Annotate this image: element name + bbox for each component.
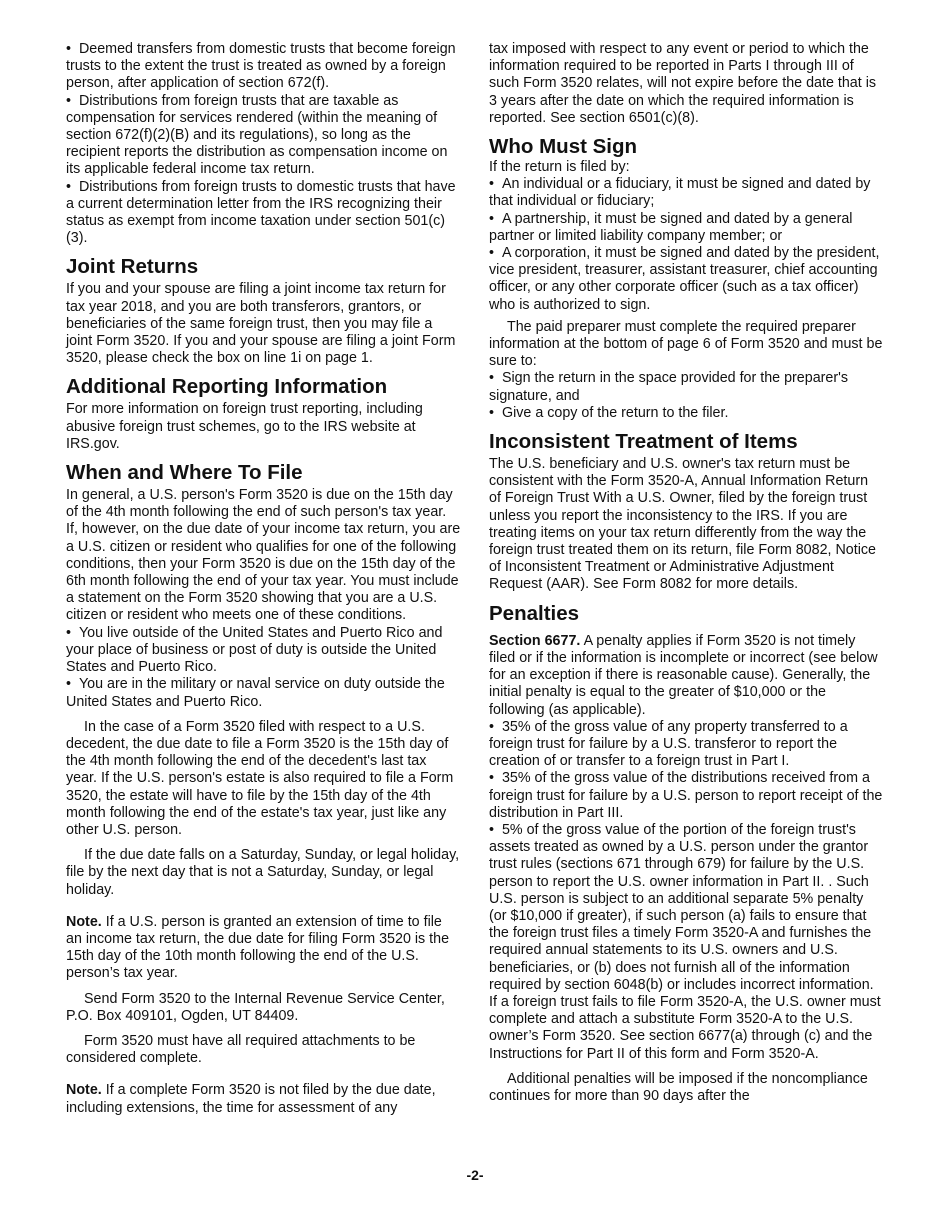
bullet-sign-return: • Sign the return in the space provided for the preparer's signature, and — [489, 370, 883, 404]
note-assessment — [66, 1082, 461, 1116]
paragraph-joint-returns: If you and your spouse are filing a joint income tax return for tax year 2018, and you are both transferors, grantors, or beneficiaries of the same foreign trust, then you may file a joint Form 3520. If you and your spouse are filing a joint Form 3520, please check the box on line 1i on page 1. — [66, 281, 456, 367]
paragraph-inconsistent-treatment: The U.S. beneficiary and U.S. owner's tax return must be consistent with the Form 3520-A, Annual Information Return of Foreign Trust With a U.S. Owner, filed by the foreign trust unless you report the inconsistency to the IRS. If you are treating items on your tax return differently from the way the foreign trust treated them on its return, file Form 8082, Notice of Inconsistent Treatment or Administrative Adjustment Request (AAR). See Form 8082 for more details. — [489, 456, 876, 593]
heading-who-must-sign: Who Must Sign — [489, 135, 638, 159]
paragraph-decedent: In the case of a Form 3520 filed with respect to a U.S. decedent, the due date to file a Form 3520 is the 15th day of the 4th month following the end of the decedent's last tax year. If the U.S. person's estate is also required to file a Form 3520, the estate will have to file by the 15th day of the 4th month following the end of the estate's tax year, just like any other U.S. person. — [66, 718, 454, 838]
paragraph-holiday: If the due date falls on a Saturday, Sunday, or legal holiday, file by the next day that is not a Saturday, Sunday, or legal holiday. — [66, 847, 460, 898]
intro-bullet-exempt-trusts: • Distributions from foreign trusts to domestic trusts that have a current determination letter from the IRS recognizing their status as exempt from income taxation under section 501(c)(3). — [66, 179, 461, 248]
note-text: If a complete Form 3520 is not filed by the due date, including extensions, the time for assessment of any — [66, 1082, 436, 1116]
bullet-corporation: • A corporation, it must be signed and dated by the president, vice president, treasurer, assistant treasurer, chief accounting officer, or any other corporate officer (such as a tax officer) who is authorized to sign. — [489, 245, 883, 314]
paragraph-additional-penalties: Additional penalties will be imposed if the noncompliance continues for more than 90 days after the — [489, 1070, 868, 1104]
heading-penalties: Penalties — [489, 601, 580, 625]
bullet-give-copy: • Give a copy of the return to the filer. — [489, 405, 883, 422]
paragraph-when-to-file: In general, a U.S. person's Form 3520 is due on the 15th day of the 4th month following the end of such person's tax year. If, however, on the due date of your income tax return, you are a U.S. citizen or resident who qualifies for one of the following conditions, then your Form 3520 is due on the 15th day of the 6th month following the end of your tax year. You must include a statement on the Form 3520 showing that you are a U.S. citizen or resident who meets one of these conditions. — [66, 487, 461, 624]
intro-bullet-deemed-transfers: • Deemed transfers from domestic trusts that become foreign trusts to the extent the trust is treated as owned by a foreign person, after application of section 672(f). — [66, 41, 461, 93]
paragraph-section-6677 — [489, 633, 883, 719]
note-label: Note. — [66, 1082, 102, 1099]
paragraph-paid-preparer: The paid preparer must complete the required preparer information at the bottom of page 6 of Form 3520 and must be sure to: — [489, 318, 883, 370]
note-extension — [66, 914, 461, 983]
bullet-partnership: • A partnership, it must be signed and dated by a general partner or limited liability company member; or — [489, 211, 883, 245]
paragraph-sign-intro: If the return is filed by: — [489, 159, 630, 176]
bullet-military-service: • You are in the military or naval service on duty outside the United States and Puerto Rico. — [66, 676, 461, 710]
heading-inconsistent-treatment: Inconsistent Treatment of Items — [489, 430, 798, 454]
section-6677-label: Section 6677. — [489, 632, 581, 649]
bullet-live-outside-us: • You live outside of the United States and Puerto Rico and your place of business or post of duty is outside the United States and Puerto Rico. — [66, 625, 461, 677]
paragraph-attachments: Form 3520 must have all required attachments to be considered complete. — [66, 1032, 416, 1067]
note-label: Note. — [66, 913, 102, 930]
heading-additional-reporting: Additional Reporting Information — [66, 375, 388, 399]
bullet-penalty-distribution: • 35% of the gross value of the distributions received from a foreign trust for failure by a U.S. person to report receipt of the distribution in Part III. — [489, 770, 883, 822]
bullet-individual-fiduciary: • An individual or a fiduciary, it must be signed and dated by that individual or fiduciary; — [489, 176, 883, 210]
heading-when-where-to-file: When and Where To File — [66, 461, 303, 485]
bullet-penalty-transfer: • 35% of the gross value of any property transferred to a foreign trust for failure by a U.S. transferor to report the creation of or transfer to a foreign trust in Part I. — [489, 719, 883, 771]
heading-joint-returns: Joint Returns — [66, 255, 199, 279]
paragraph-additional-reporting: For more information on foreign trust reporting, including abusive foreign trust schemes, go to the IRS website at IRS.gov. — [66, 401, 423, 452]
intro-bullet-compensation: • Distributions from foreign trusts that are taxable as compensation for services rendered (within the meaning of section 672(f)(2)(B) and its regulations), so long as the recipient reports the distribution as compensation income on its applicable federal income tax return. — [66, 93, 461, 179]
paragraph-send-address: Send Form 3520 to the Internal Revenue Service Center, P.O. Box 409101, Ogden, UT 84409. — [66, 990, 445, 1024]
bullet-penalty-owner: • 5% of the gross value of the portion of the foreign trust's assets treated as owned by a U.S. person under the grantor trust rules (sections 671 through 679) for failure by the U.S. person to report the U.S. owner information in Part II. . Such U.S. person is subject to an additional separate 5% penalty (or $10,000 if greater), if such person (a) fails to ensure that the foreign trust files a timely Form 3520-A and furnishes the required annual statements to its U.S. owners and U.S. beneficiaries, or (b) does not furnish all of the information required by section 6048(b) or includes incorrect information. If a foreign trust fails to file Form 3520-A, the U.S. owner must complete and attach a substitute Form 3520-A to the U.S. owner’s Form 3520. See section 6677(a) through (c) and the Instructions for Part II of this form and Form 3520-A. — [489, 822, 883, 1063]
note-text: If a U.S. person is granted an extension of time to file an income tax return, the due date for filing Form 3520 is the 15th day of the 10th month following the end of the U.S. person’s tax year. — [66, 913, 450, 982]
section-6677-text: A penalty applies if Form 3520 is not timely filed or if the information is incomplete or incorrect (see below for an exception if there is reasonable cause). Generally, the initial penalty is equal to the greater of $10,000 or the following (as applicable). — [489, 632, 878, 718]
right-column — [489, 41, 883, 1105]
paragraph-assessment-continued: tax imposed with respect to any event or period to which the information required to be reported in Parts I through III of such Form 3520 relates, will not expire before the date that is 3 years after the date on which the required information is reported. See section 6501(c)(8). — [489, 41, 877, 126]
left-column — [66, 41, 461, 1117]
page-number: -2- — [466, 1167, 484, 1183]
